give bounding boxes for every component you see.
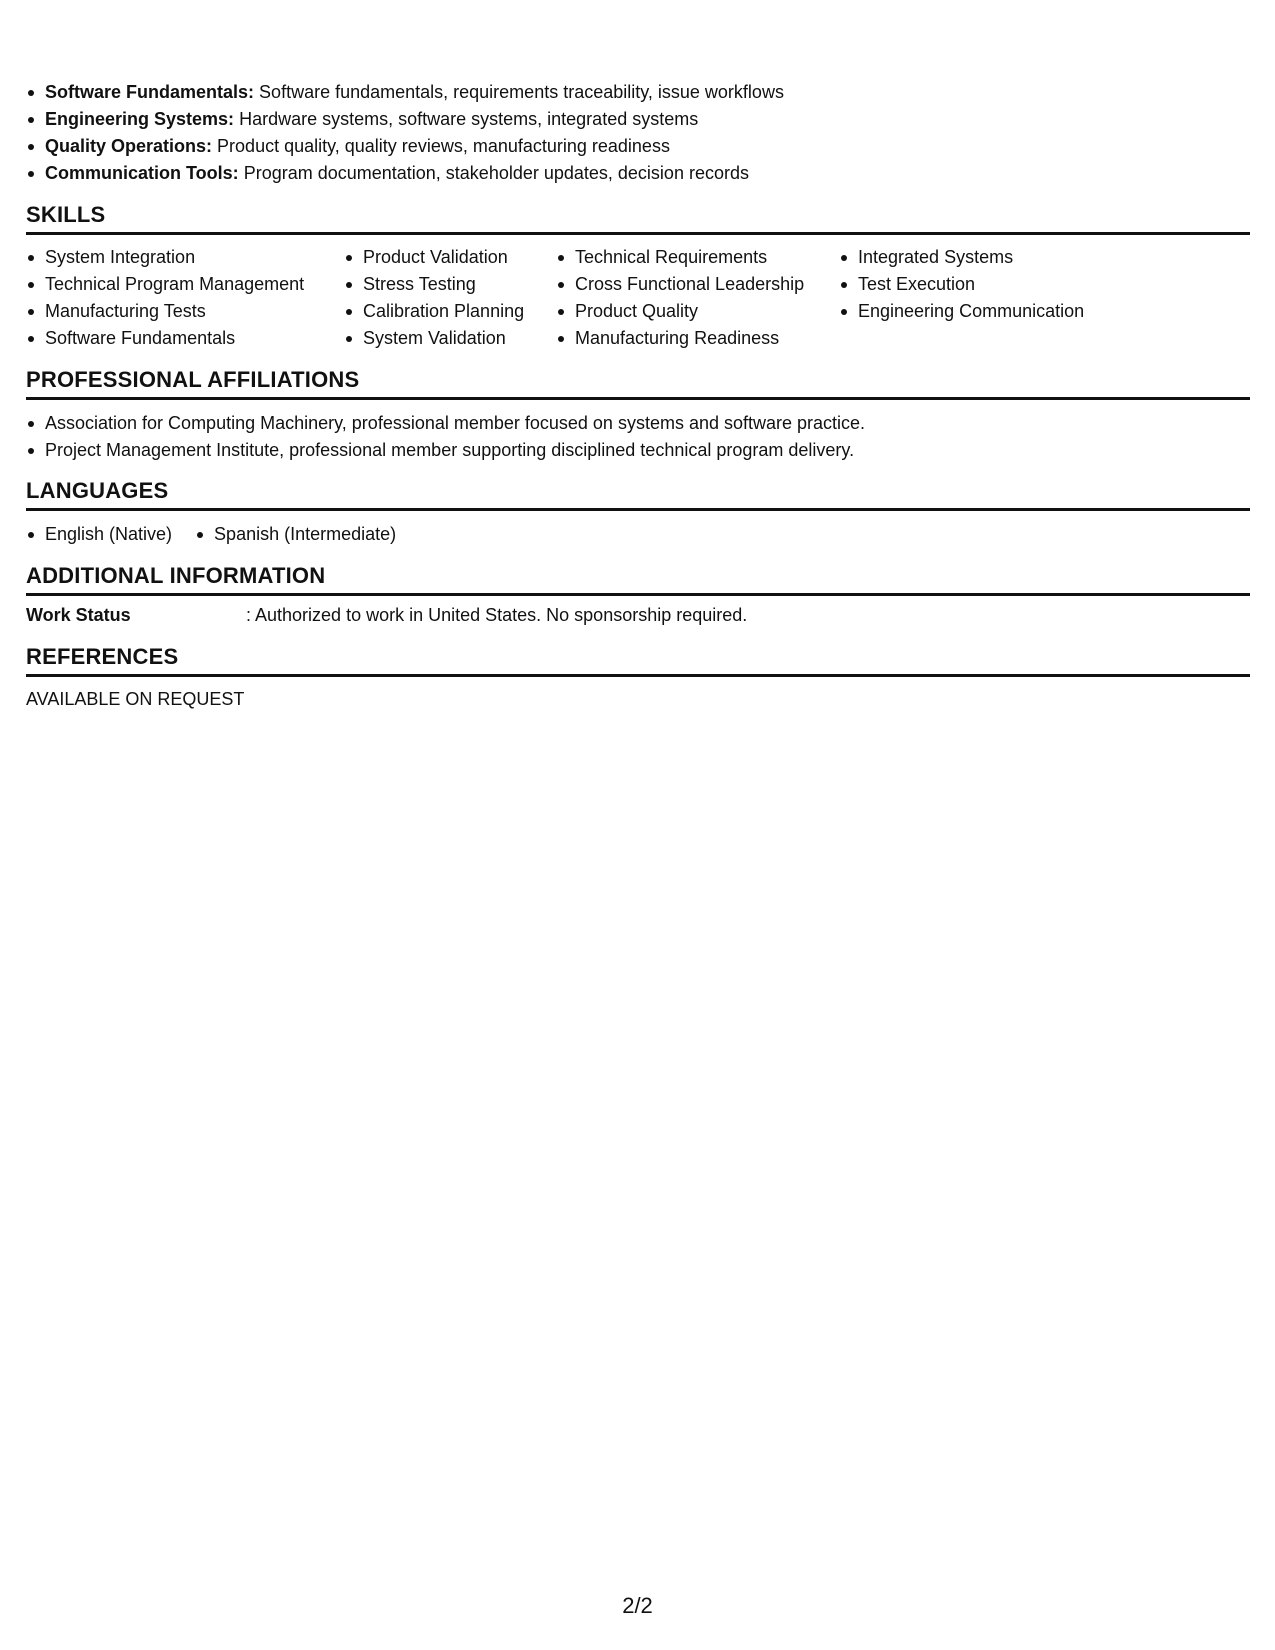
language-item: Spanish (Intermediate)	[195, 521, 396, 548]
competency-text: Product quality, quality reviews, manufacturing readiness	[217, 136, 670, 156]
work-status-label: Work Status	[26, 605, 131, 625]
skill-item: Cross Functional Leadership	[556, 271, 839, 298]
competency-label: Quality Operations:	[45, 136, 213, 156]
work-status-value: : Authorized to work in United States. No sponsorship required.	[246, 605, 748, 625]
skill-item: Manufacturing Tests	[26, 298, 344, 325]
skill-item: System Integration	[26, 244, 344, 271]
skill-item: Software Fundamentals	[26, 325, 344, 352]
references-heading: REFERENCES	[26, 643, 1250, 677]
skill-item: Engineering Communication	[839, 298, 1139, 325]
skills-column	[26, 244, 344, 352]
skill-item: Test Execution	[839, 271, 1139, 298]
competency-item	[26, 133, 784, 160]
competency-label: Communication Tools:	[45, 163, 239, 183]
additional-info-heading: ADDITIONAL INFORMATION	[26, 562, 1250, 596]
skill-item: Product Validation	[344, 244, 556, 271]
languages-list	[26, 521, 419, 548]
competency-item	[26, 79, 784, 106]
skill-item: Technical Program Management	[26, 271, 344, 298]
competency-item	[26, 106, 784, 133]
skill-item: System Validation	[344, 325, 556, 352]
page-number: 2/2	[622, 1593, 653, 1618]
competency-label: Engineering Systems:	[45, 109, 235, 129]
competency-text: Software fundamentals, requirements traceability, issue workflows	[259, 82, 784, 102]
work-status-row	[26, 602, 747, 628]
competency-text: Hardware systems, software systems, integrated systems	[239, 109, 699, 129]
affiliation-item: Project Management Institute, professional member supporting disciplined technical program delivery.	[26, 437, 865, 464]
skills-grid	[26, 244, 1139, 352]
skills-column	[556, 244, 839, 352]
language-item: English (Native)	[26, 521, 172, 548]
skill-item: Manufacturing Readiness	[556, 325, 839, 352]
skill-item: Calibration Planning	[344, 298, 556, 325]
competencies-list	[26, 79, 784, 187]
languages-heading: LANGUAGES	[26, 477, 1250, 511]
competency-label: Software Fundamentals:	[45, 82, 255, 102]
skills-heading: SKILLS	[26, 201, 1250, 235]
competency-item	[26, 160, 784, 187]
skills-column	[839, 244, 1139, 352]
skills-column	[344, 244, 556, 352]
skill-item: Stress Testing	[344, 271, 556, 298]
competency-text: Program documentation, stakeholder updates, decision records	[243, 163, 749, 183]
affiliations-heading: PROFESSIONAL AFFILIATIONS	[26, 366, 1250, 400]
skill-item: Integrated Systems	[839, 244, 1139, 271]
affiliation-item: Association for Computing Machinery, professional member focused on systems and software practice.	[26, 410, 865, 437]
skill-item: Technical Requirements	[556, 244, 839, 271]
references-text: AVAILABLE ON REQUEST	[26, 689, 245, 709]
affiliations-list	[26, 410, 865, 464]
skill-item: Product Quality	[556, 298, 839, 325]
